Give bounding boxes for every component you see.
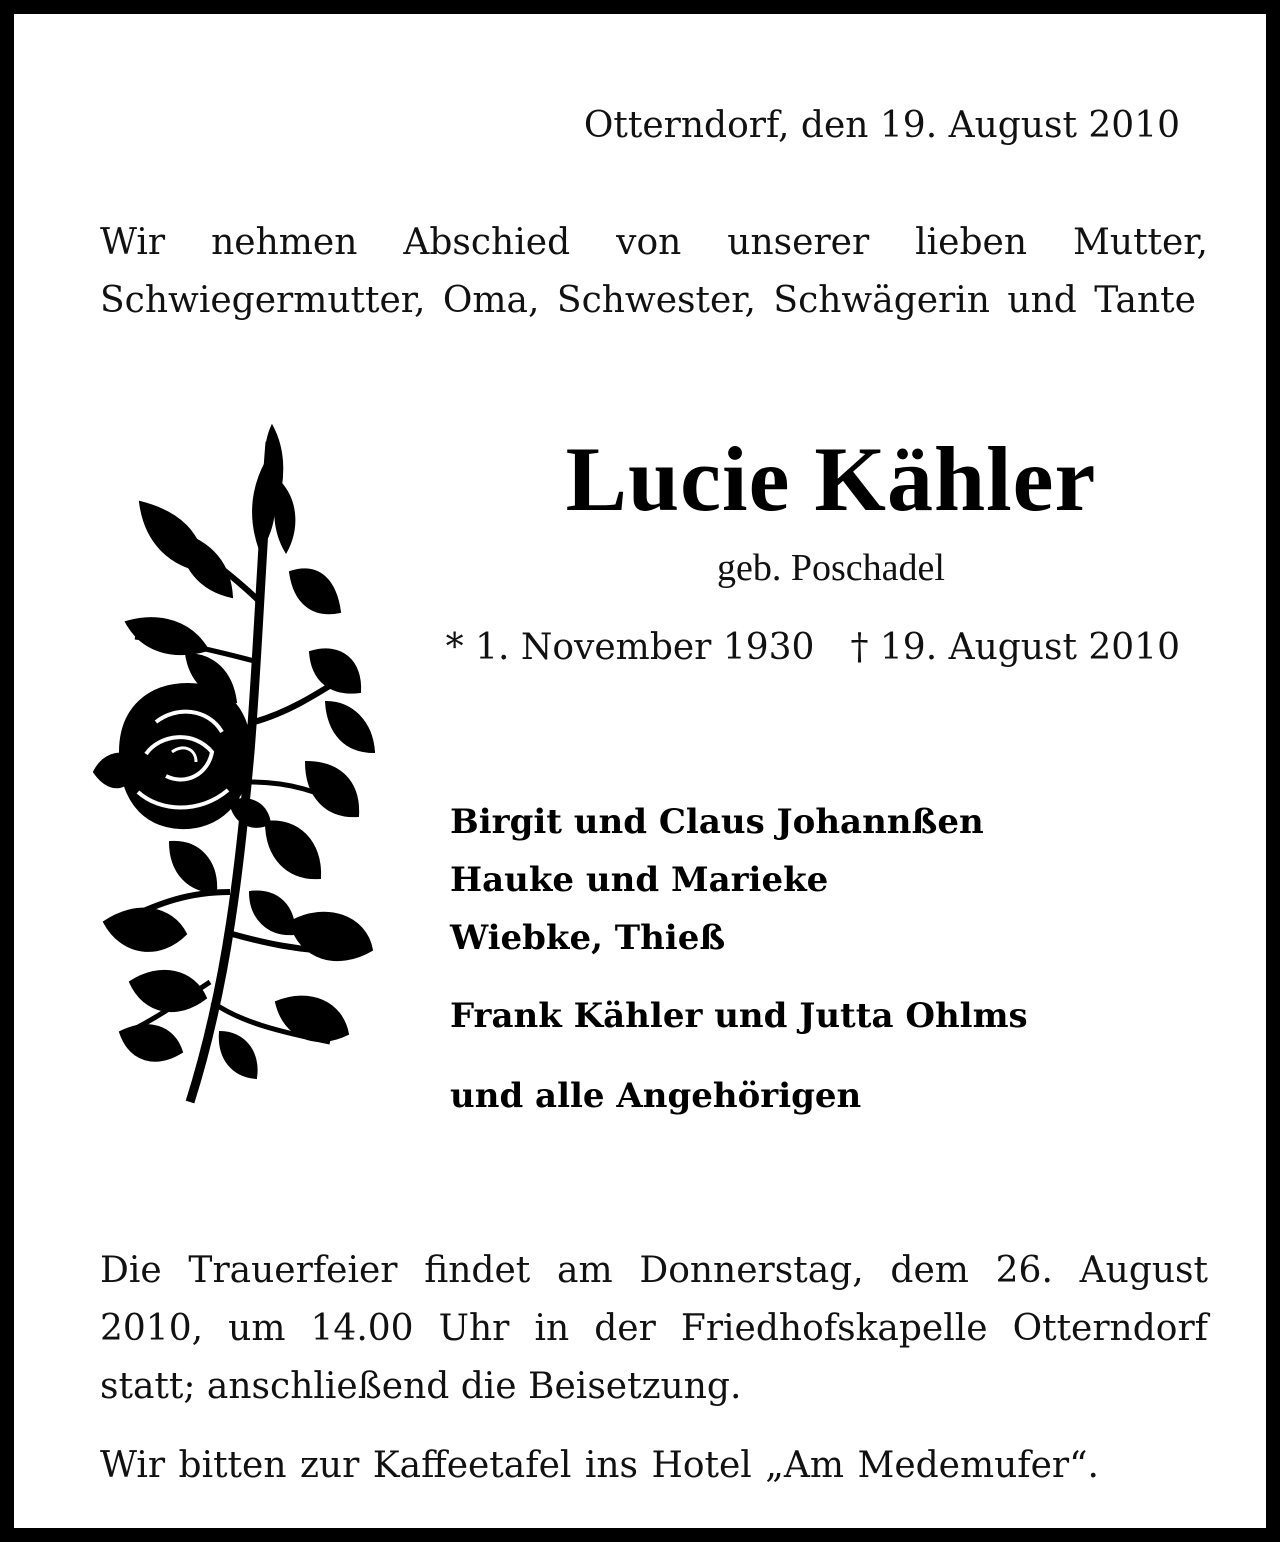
intro-text: Wir nehmen Abschied von unserer lieben Mutter, Schwiegermutter, Oma, Schwester, Schwägerin und Tante bbox=[100, 222, 1208, 321]
mourner-line: Birgit und Claus Johannßen bbox=[450, 802, 984, 842]
coffee-text: Wir bitten zur Kaffeetafel ins Hotel „Am Medemufer“. bbox=[100, 1445, 1099, 1486]
deceased-name: Lucie Kähler bbox=[565, 428, 1097, 530]
mourner-line: Hauke und Marieke bbox=[450, 860, 829, 900]
birth-date: * 1. November 1930 bbox=[445, 627, 815, 668]
ceremony-text: Die Trauerfeier findet am Donnerstag, dem 26. August 2010, um 14.00 Uhr in der Friedhofskapelle Otterndorf statt; anschließend die Beisetzung. bbox=[100, 1250, 1208, 1407]
life-dates bbox=[446, 624, 1180, 672]
maiden-name: geb. Poschadel bbox=[717, 547, 945, 589]
mourner-line: Wiebke, Thieß bbox=[450, 918, 726, 958]
death-date: † 19. August 2010 bbox=[850, 627, 1180, 668]
mourner-line: Frank Kähler und Jutta Ohlms bbox=[450, 996, 1028, 1036]
rose-silhouette-icon bbox=[90, 422, 390, 1122]
place-date: Otterndorf, den 19. August 2010 bbox=[583, 105, 1180, 146]
mourner-line: und alle Angehörigen bbox=[450, 1076, 862, 1116]
